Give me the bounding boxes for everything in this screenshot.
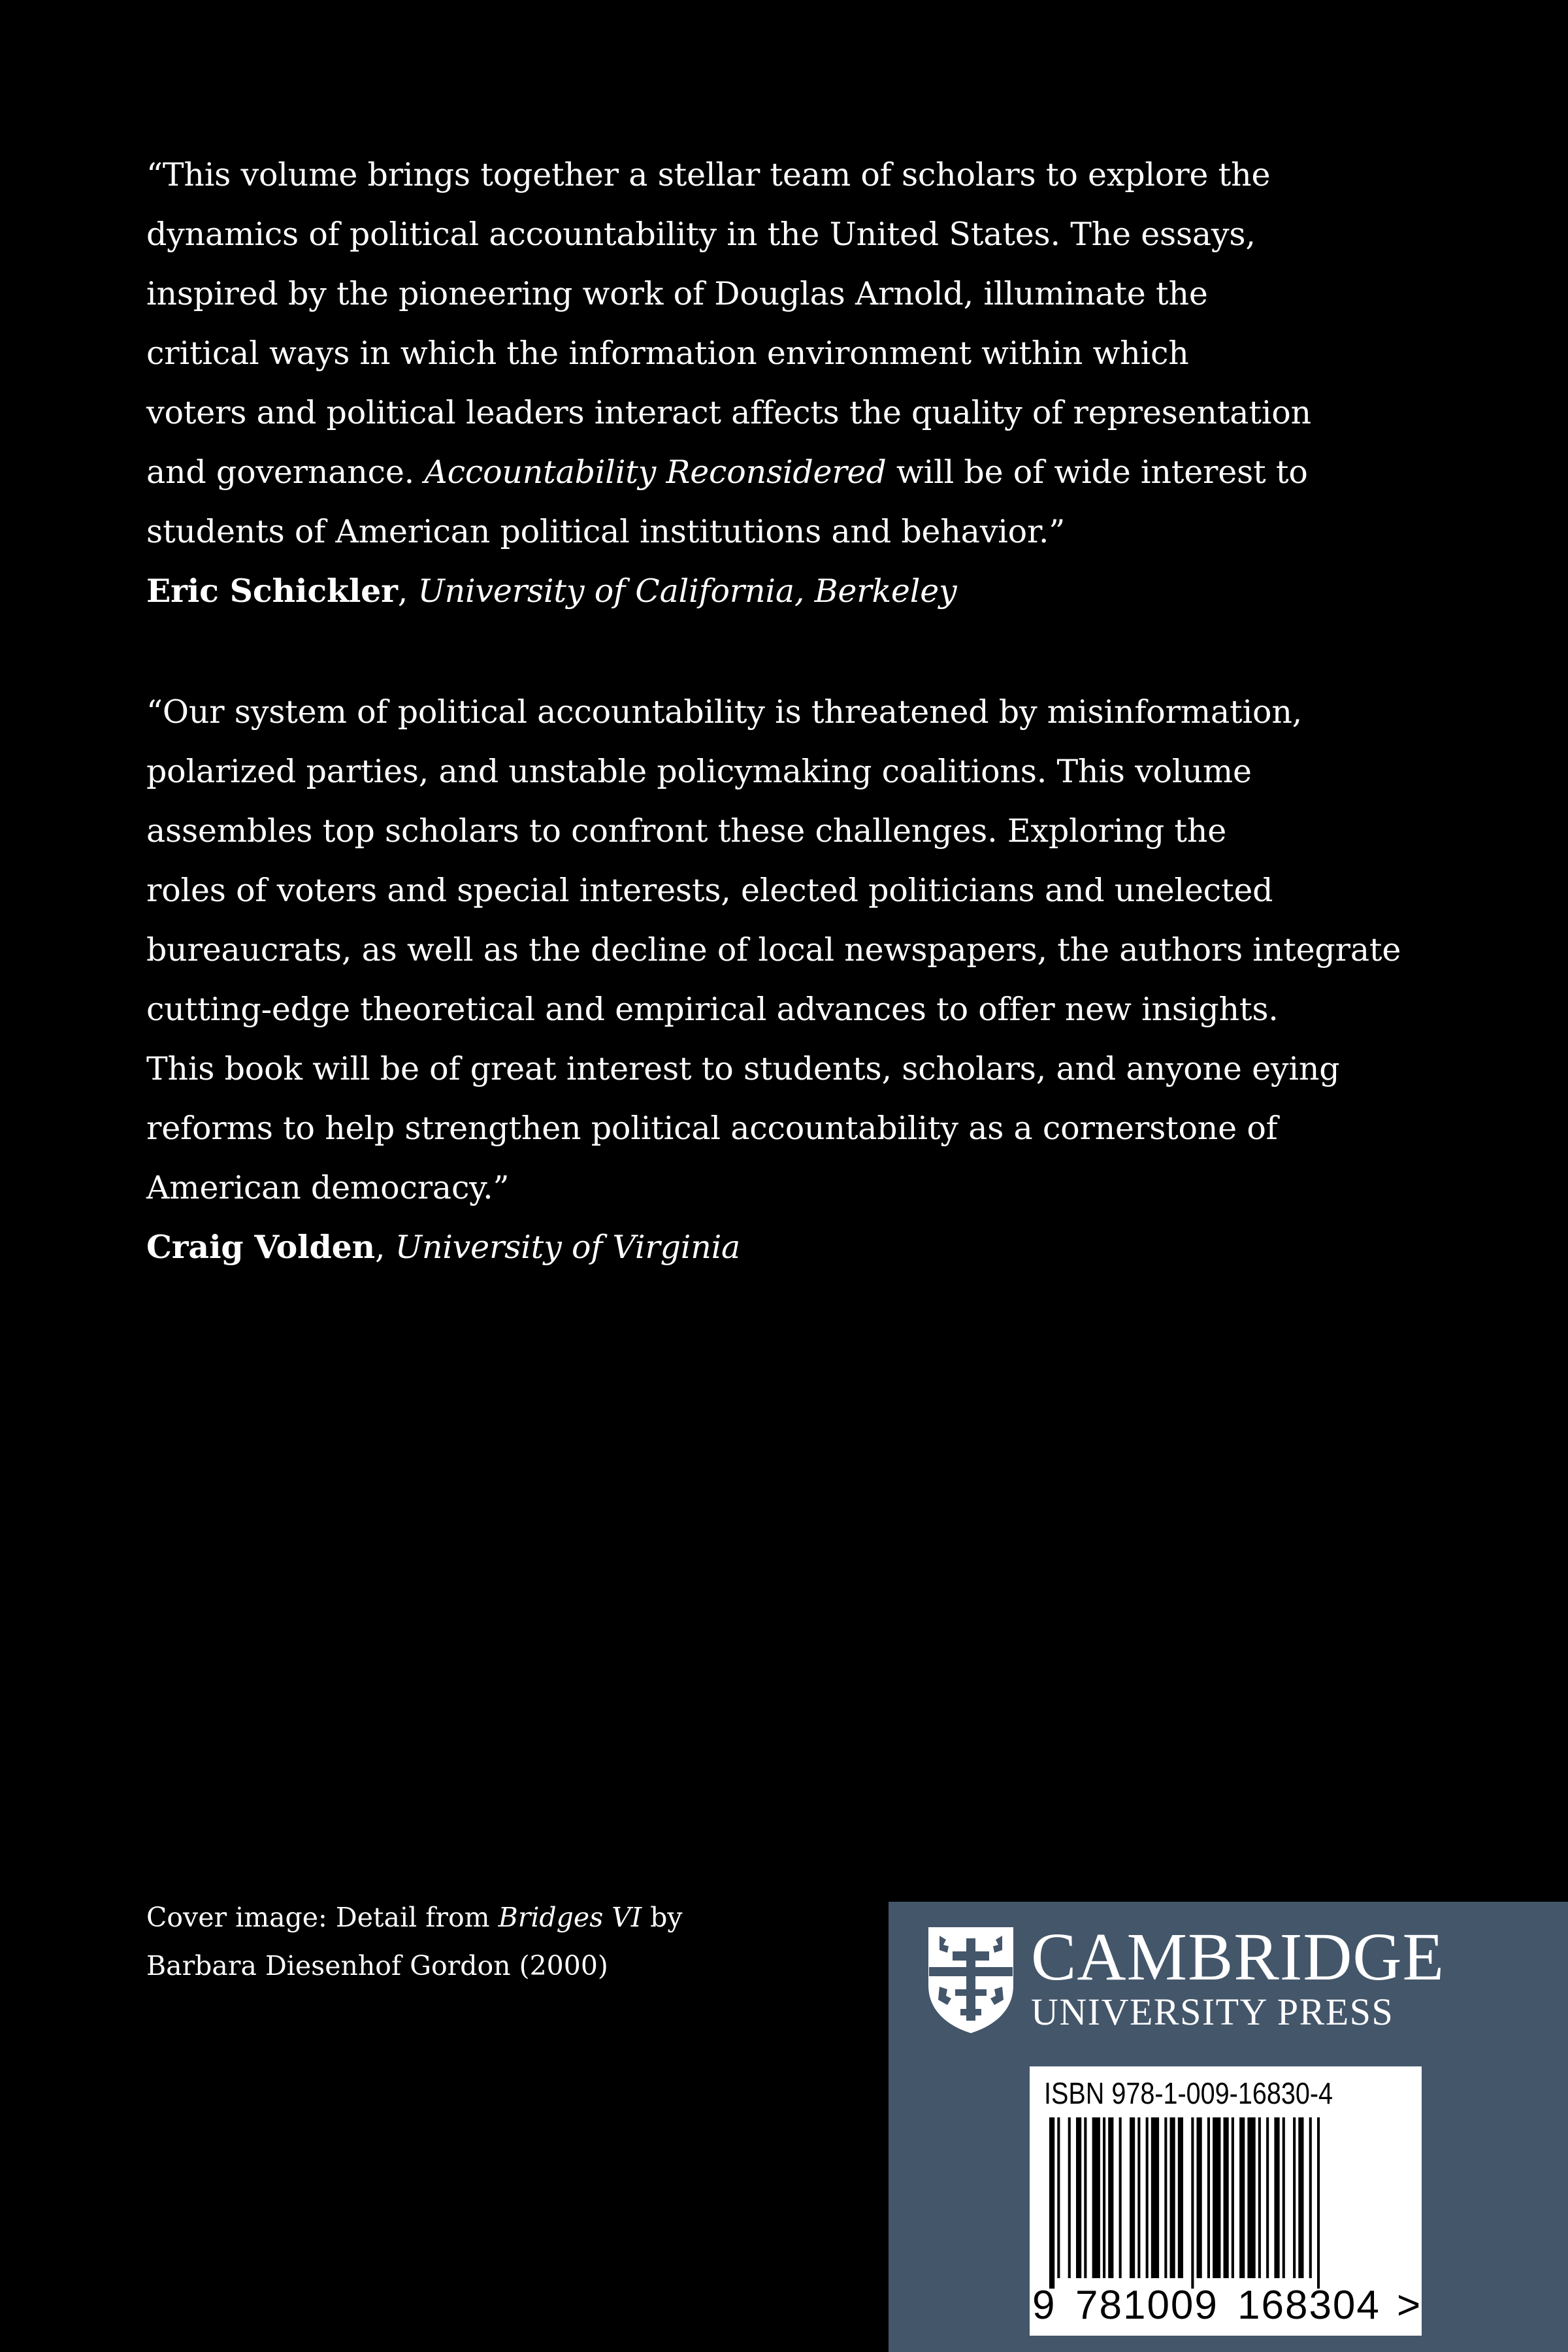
barcode-bar — [1092, 2117, 1100, 2278]
author-name: Eric Schickler — [146, 572, 398, 610]
barcode-bar — [1178, 2117, 1183, 2278]
publisher-panel — [889, 1902, 1568, 2352]
quote-text: will be of wide interest to — [886, 454, 1308, 491]
book-title: Accountability Reconsidered — [424, 454, 887, 491]
barcode-bar — [1213, 2117, 1220, 2278]
barcode-bar — [1170, 2117, 1175, 2278]
quote-line: reforms to help strengthen political accountability as a cornerstone of — [146, 1110, 1278, 1147]
barcode-bar — [1224, 2117, 1229, 2278]
barcode-bar — [1076, 2117, 1081, 2278]
barcode-bar — [1119, 2117, 1122, 2278]
quote-line: American democracy.” — [146, 1169, 510, 1206]
author-affiliation: University of Virginia — [395, 1229, 741, 1266]
isbn-barcode — [1030, 2066, 1422, 2336]
endorsement-quote-1 — [146, 145, 1335, 621]
quote-line: dynamics of political accountability in the United States. The essays, — [146, 216, 1256, 253]
quote-line: polarized parties, and unstable policymaking coalitions. This volume — [146, 753, 1252, 790]
cambridge-crest-icon — [926, 1925, 1015, 2034]
barcode-bar — [1298, 2117, 1303, 2278]
artwork-title: Bridges VI — [498, 1902, 642, 1933]
author-name: Craig Volden — [146, 1228, 375, 1266]
barcode-bar — [1293, 2117, 1296, 2278]
barcode-bar — [1084, 2117, 1086, 2278]
barcode-digit-group-1: 781009 — [1075, 2283, 1218, 2328]
barcode-bar — [1239, 2117, 1245, 2278]
barcode-digit-group-2: 168304 — [1237, 2283, 1380, 2328]
quote-line — [146, 442, 1335, 502]
quote-line: “This volume brings together a stellar team of scholars to explore the — [146, 156, 1271, 193]
barcode-bar — [1207, 2117, 1210, 2278]
quote-line: critical ways in which the information environment within which — [146, 335, 1189, 372]
attribution-separator: , — [374, 1229, 395, 1266]
barcode-bar — [1247, 2117, 1255, 2278]
publisher-name — [1031, 1919, 1445, 2033]
credit-line — [146, 1893, 683, 1942]
barcode-bar — [1108, 2117, 1113, 2278]
barcode-bar — [1068, 2117, 1071, 2278]
barcode-bar — [1151, 2117, 1159, 2278]
barcode-bar — [1049, 2117, 1054, 2289]
quote-text: and governance. — [146, 454, 425, 491]
barcode-bar — [1057, 2117, 1060, 2278]
barcode-bar — [1317, 2117, 1320, 2289]
barcode-bar — [1164, 2117, 1167, 2278]
quote-line: assembles top scholars to confront these challenges. Exploring the — [146, 812, 1227, 850]
author-affiliation: University of California, Berkeley — [417, 572, 957, 610]
barcode-arrow: > — [1397, 2283, 1421, 2328]
quote-line: roles of voters and special interests, elected politicians and unelected — [146, 872, 1273, 909]
barcode-bar — [1309, 2117, 1312, 2278]
barcode-bar — [1258, 2117, 1261, 2278]
endorsement-quote-2 — [146, 682, 1401, 1277]
barcode-bar — [1197, 2117, 1202, 2278]
barcode-bar — [1137, 2117, 1140, 2278]
quote-line: cutting-edge theoretical and empirical advances to offer new insights. — [146, 991, 1279, 1028]
barcode-lead-digit: 9 — [1032, 2283, 1055, 2328]
publisher-name-line2: UNIVERSITY PRESS — [1031, 1991, 1394, 2033]
credit-text: Cover image: Detail from — [146, 1902, 498, 1933]
barcode-bar — [1146, 2117, 1149, 2278]
quote-line: inspired by the pioneering work of Douglas Arnold, illuminate the — [146, 275, 1208, 312]
barcode-bar — [1103, 2117, 1105, 2278]
barcode-bar — [1266, 2117, 1269, 2278]
credit-text: by — [642, 1902, 683, 1933]
quote-attribution — [146, 1217, 1335, 1277]
quote-line: “Our system of political accountability is threatened by misinformation, — [146, 693, 1303, 731]
quote-attribution — [146, 561, 1335, 621]
barcode-bar — [1282, 2117, 1285, 2278]
cover-image-credit — [146, 1893, 683, 1990]
barcode-bar — [1274, 2117, 1279, 2278]
attribution-separator: , — [397, 572, 418, 610]
quote-line: voters and political leaders interact affects the quality of representation — [146, 394, 1311, 431]
quote-line: This book will be of great interest to students, scholars, and anyone eying — [146, 1050, 1340, 1087]
publisher-name-line1: CAMBRIDGE — [1031, 1919, 1445, 1995]
credit-line: Barbara Diesenhof Gordon (2000) — [146, 1950, 608, 1981]
barcode-bar — [1232, 2117, 1234, 2278]
quote-line: students of American political institutions and behavior.” — [146, 513, 1066, 550]
isbn-label: ISBN 978-1-009-16830-4 — [1044, 2076, 1333, 2110]
barcode-bar — [1191, 2117, 1194, 2289]
barcode-bar — [1130, 2117, 1135, 2278]
quote-line: bureaucrats, as well as the decline of local newspapers, the authors integrate — [146, 931, 1401, 969]
barcode-bars — [1044, 2117, 1407, 2289]
